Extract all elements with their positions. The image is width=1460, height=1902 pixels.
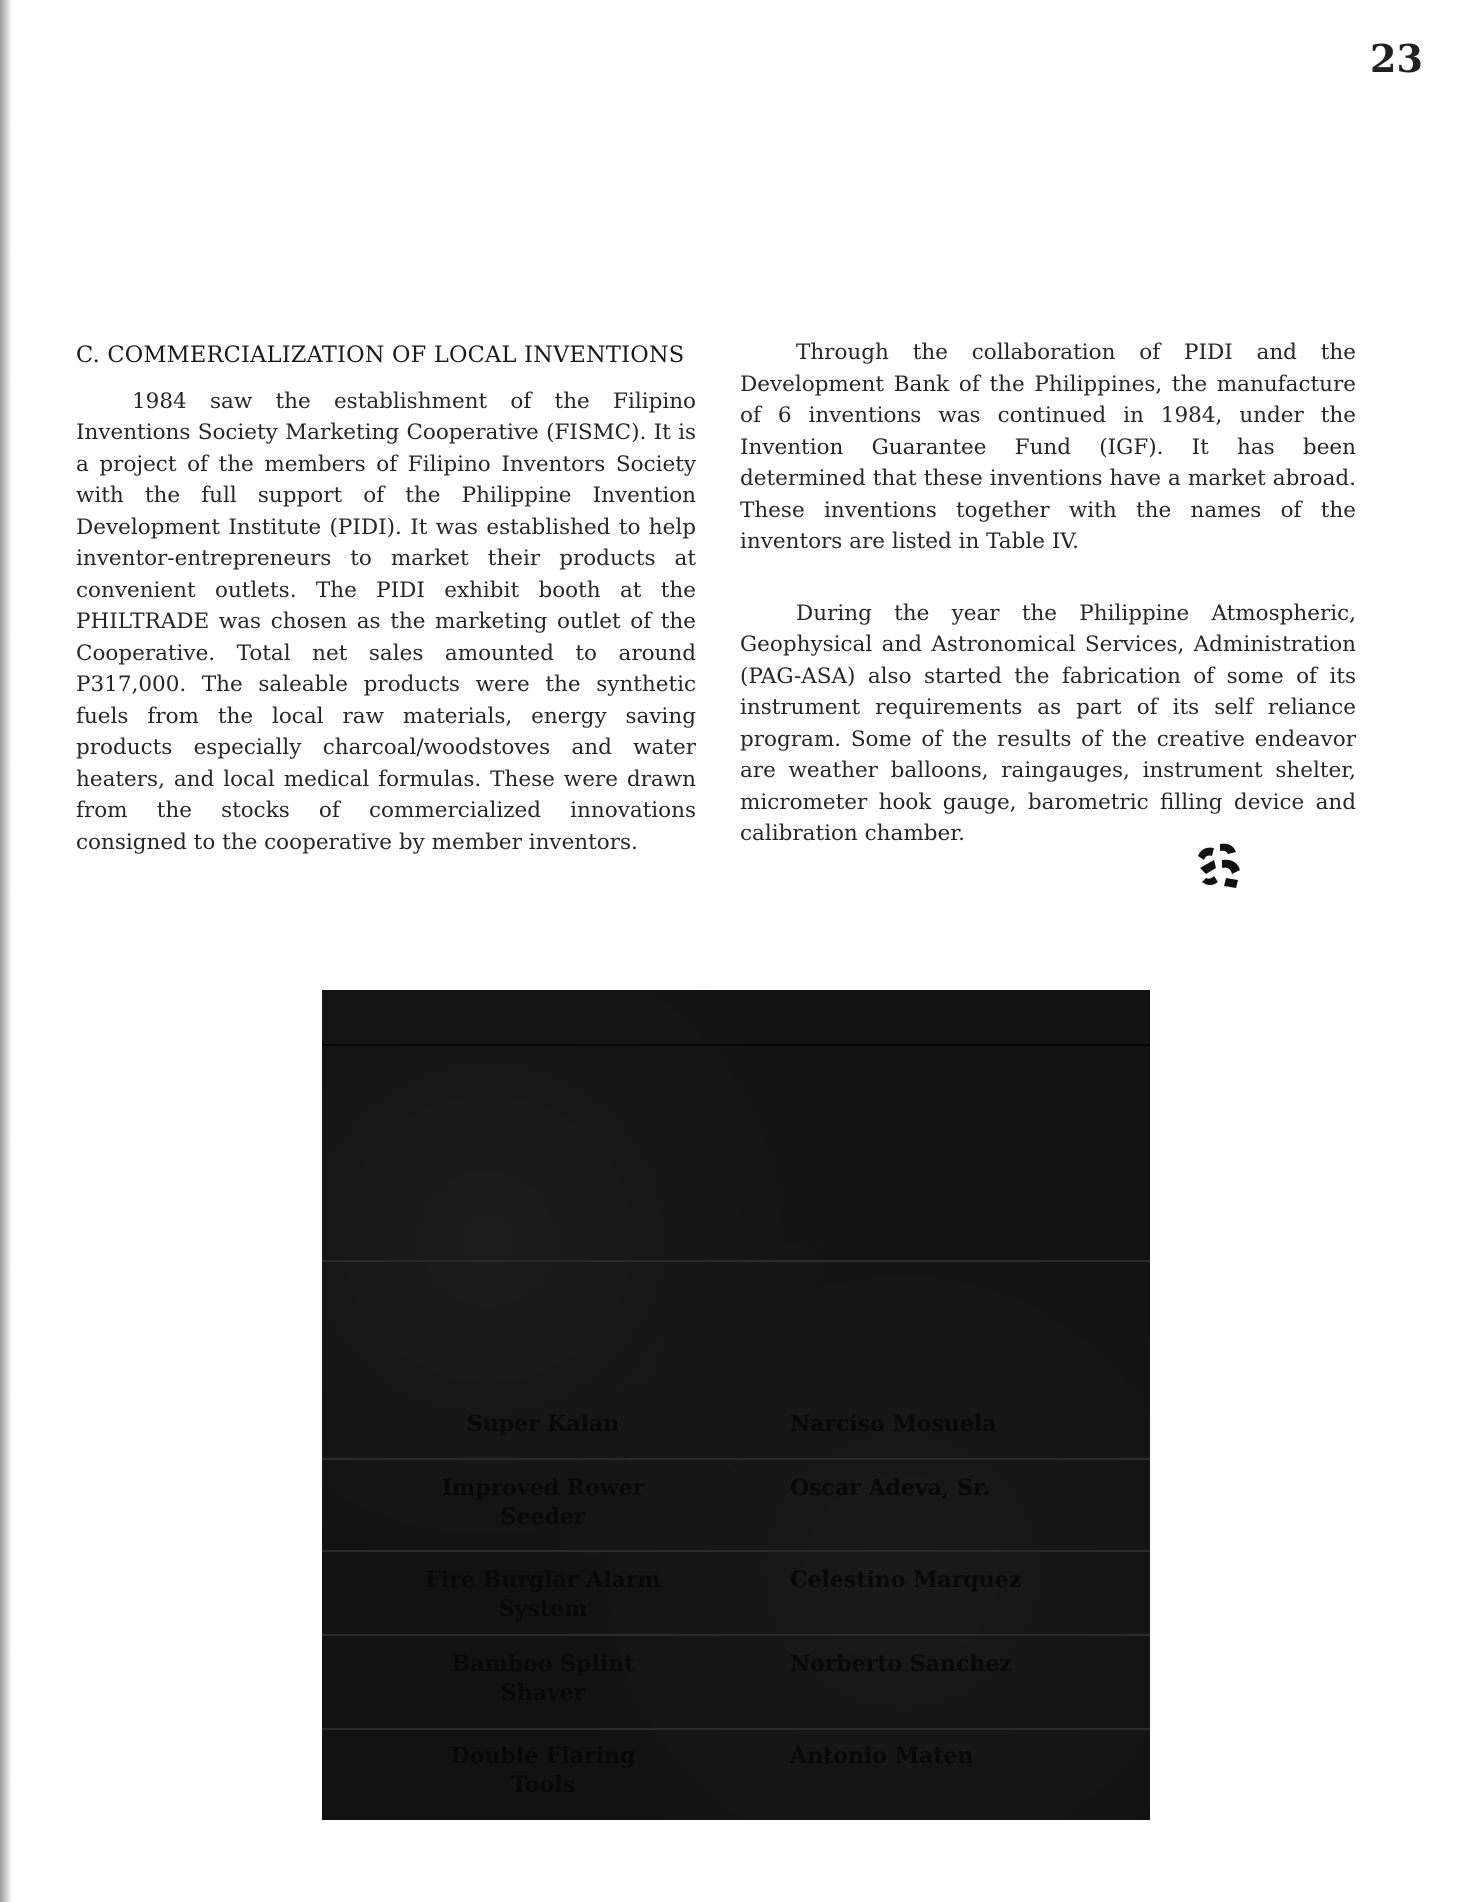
inventions-table-photo	[322, 990, 1150, 1820]
right-paragraph-2: During the year the Philippine Atmospheric, Geophysical and Astronomical Services, Administration (PAG-ASA) also started the fabrication of some of its instrument requirements as part of its self reliance program. Some of the results of the creative endeavor are weather balloons, raingauges, instrument shelter, micrometer hook gauge, barometric filling device and calibration chamber.	[740, 600, 1356, 846]
inventor-cell: Norberto Sanchez	[790, 1651, 1012, 1677]
table-separator	[322, 1634, 1150, 1636]
left-column	[76, 340, 696, 858]
left-paragraph: 1984 saw the establishment of the Filipino Inventions Society Marketing Cooperative (FISMC). It is a project of the members of Filipino Inventors Society with the full support of the Philippine Invention Development Institute (PIDI). It was established to help inventor-entrepreneurs to market their products at convenient outlets. The PIDI exhibit booth at the PHILTRADE was chosen as the marketing outlet of the Cooperative. Total net sales amounted to around P317,000. The saleable products were the synthetic fuels from the local raw materials, energy saving products especially charcoal/woodstoves and water heaters, and local medical formulas. These were drawn from the stocks of commercialized innovations consigned to the cooperative by member inventors.	[76, 388, 696, 855]
section-heading: C. COMMERCIALIZATION OF LOCAL INVENTIONS	[76, 342, 685, 368]
right-paragraph-1: Through the collaboration of PIDI and the Development Bank of the Philippines, the manufacture of 6 inventions was continued in 1984, under the Invention Guarantee Fund (IGF). It has been determined that these inventions have a market abroad. These inventions together with the names of the inventors are listed in Table IV.	[740, 340, 1356, 554]
table-rule	[322, 1044, 1150, 1046]
table-separator	[322, 1728, 1150, 1730]
page-binding-edge	[0, 0, 12, 1902]
invention-cell: Super Kalan	[466, 1411, 620, 1437]
page-number: 23	[1370, 36, 1423, 81]
invention-cell: Double Flaring Tools	[450, 1743, 636, 1798]
inventor-cell: Oscar Adeva, Sr.	[790, 1475, 991, 1501]
inventor-cell: Celestino Marquez	[790, 1567, 1022, 1593]
invention-cell: Bamboo Splint Shaver	[451, 1651, 635, 1706]
pidi-logo-icon	[1192, 838, 1248, 894]
table-separator	[322, 1458, 1150, 1460]
invention-cell: Improved Rower Seeder	[441, 1475, 645, 1530]
table-separator	[322, 1260, 1150, 1262]
invention-cell: Fire Burglar Alarm System	[425, 1567, 661, 1622]
table-separator	[322, 1550, 1150, 1552]
inventor-cell: Narciso Mosuela	[790, 1411, 997, 1437]
inventor-cell: Antonio Maten	[790, 1743, 974, 1769]
right-column	[740, 337, 1356, 850]
